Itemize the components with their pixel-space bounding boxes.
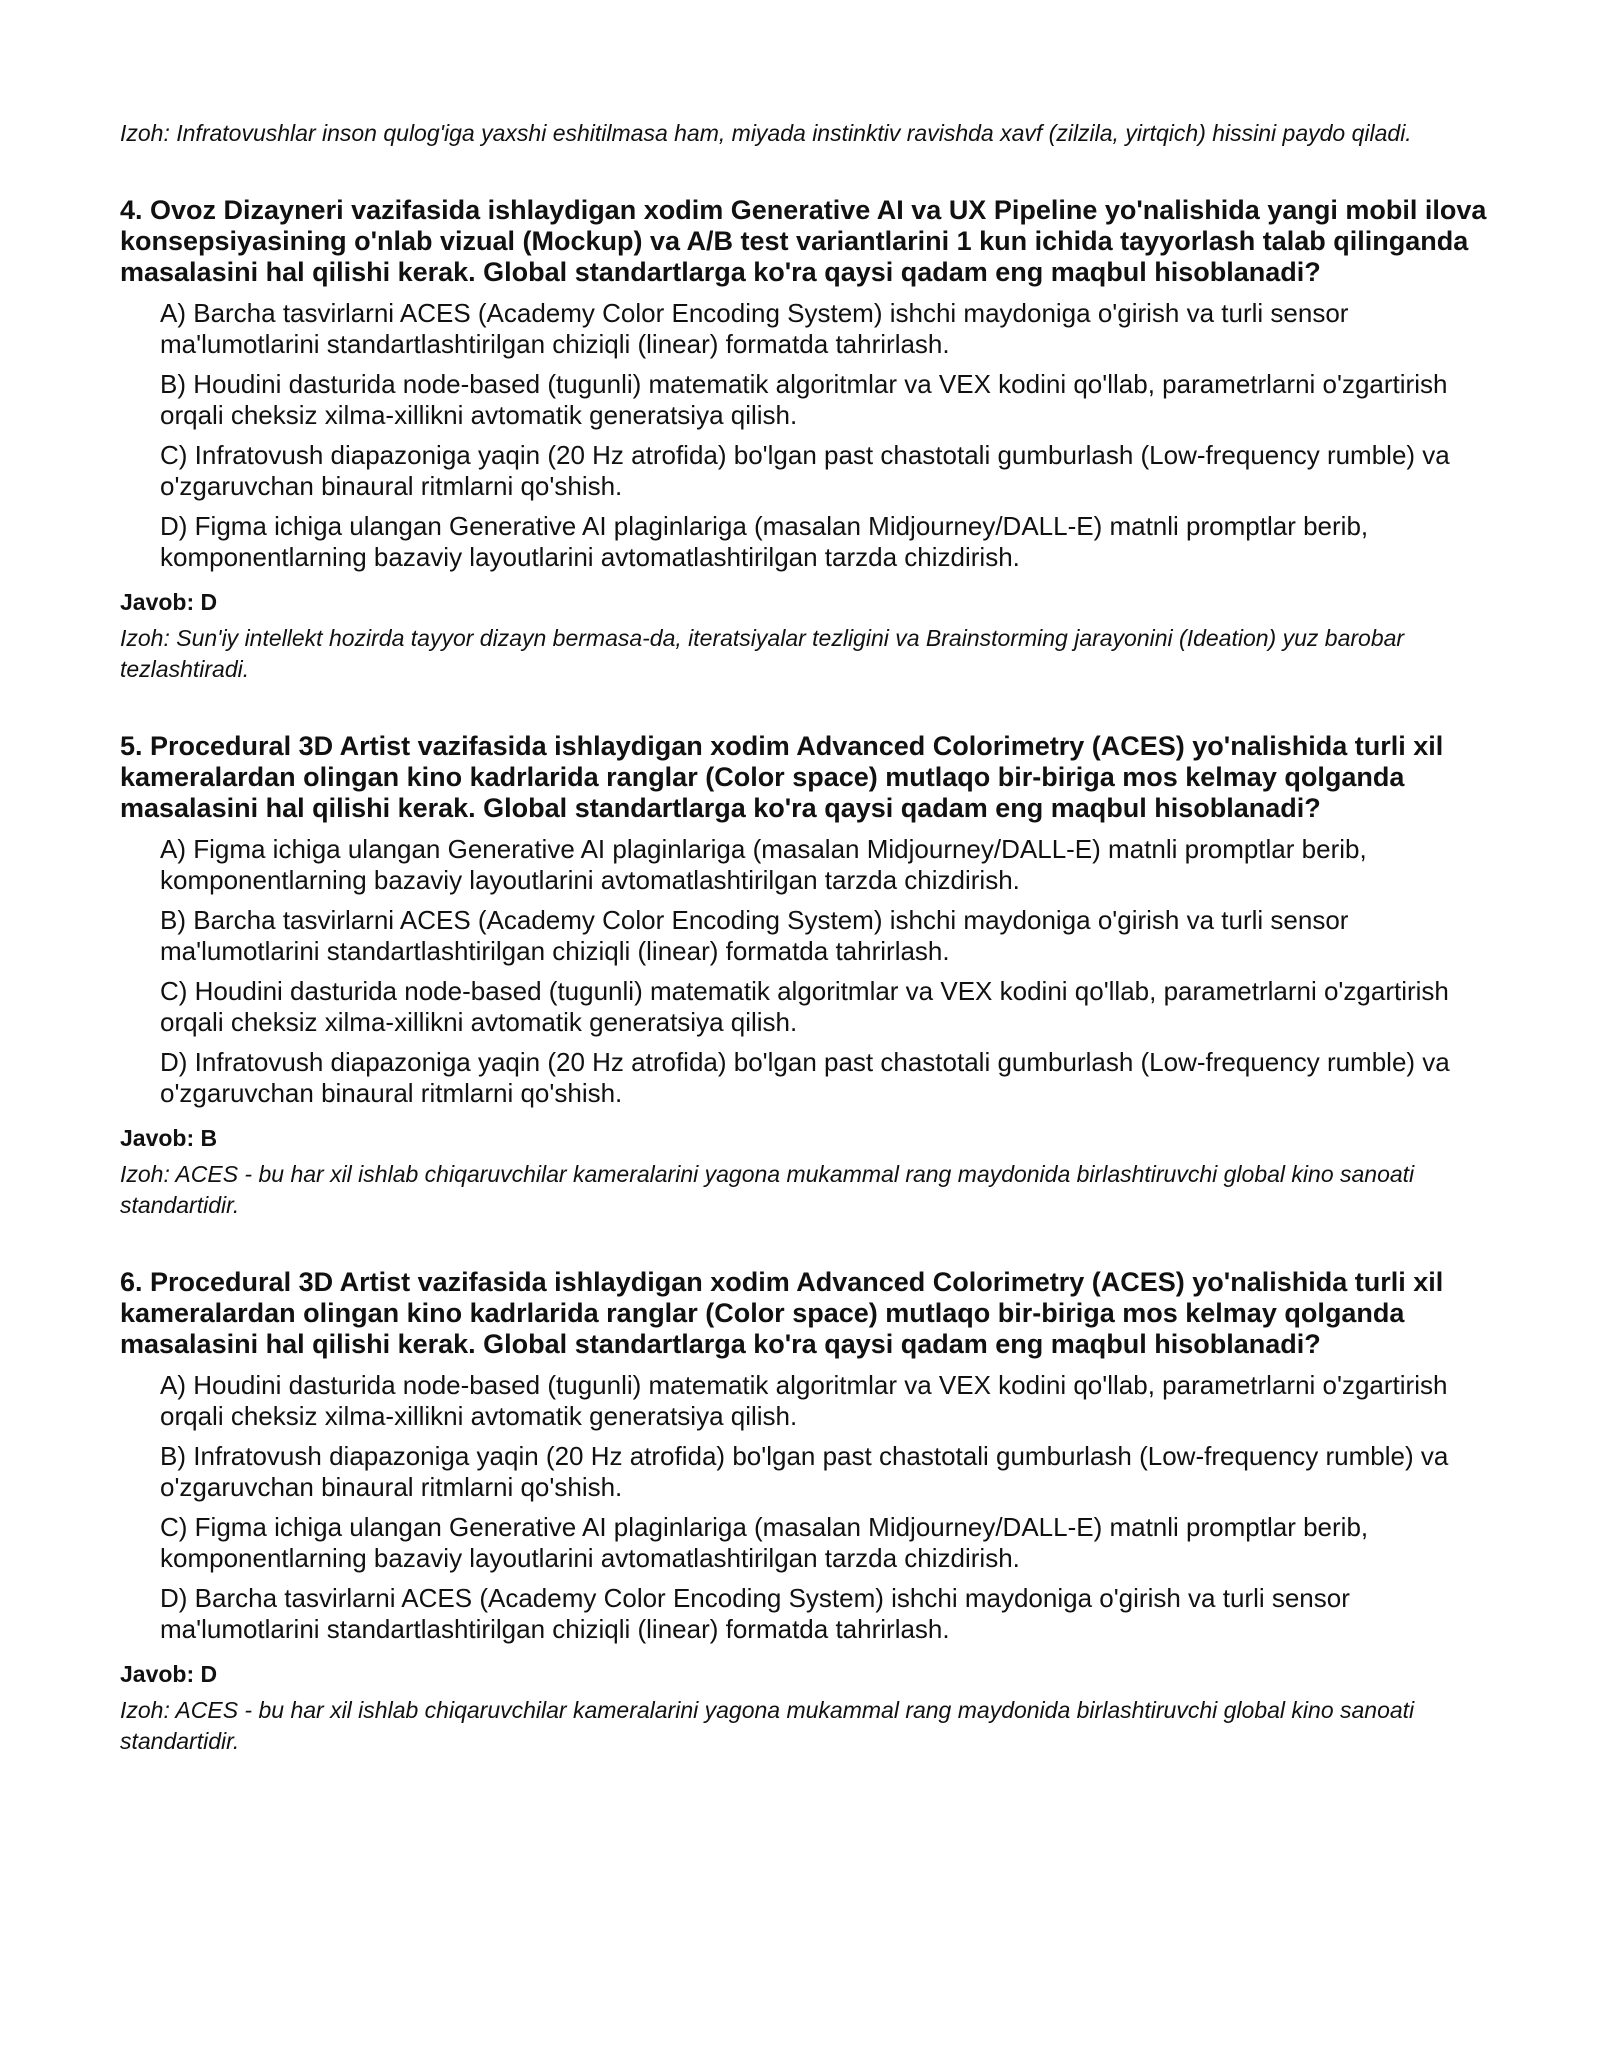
option-c: C) Figma ichiga ulangan Generative AI plaginlariga (masalan Midjourney/DALL-E) matnli promptlar berib, komponentlarning bazaviy layoutlarini avtomatlashtirilgan tarzda chizdirish. (160, 1512, 1369, 1573)
options-list (120, 1370, 1490, 1645)
options-list (120, 834, 1490, 1109)
option-d: D) Infratovush diapazoniga yaqin (20 Hz atrofida) bo'lgan past chastotali gumburlash (Low-frequency rumble) va o'zgaruvchan binaural ritmlarni qo'shish. (160, 1047, 1450, 1108)
answer-label: Javob: D (120, 589, 218, 615)
question-text: 4. Ovoz Dizayneri vazifasida ishlaydigan xodim Generative AI va UX Pipeline yo'nalishida yangi mobil ilova konsepsiyasining o'nlab vizual (Mockup) va A/B test variantlarini 1 kun ichida tayyorlash talab qilinganda masalasini hal qilishi kerak. Global standartlarga ko'ra qaysi qadam eng maqbul hisoblanadi? (120, 195, 1487, 287)
question-block-4 (120, 195, 1490, 685)
option-a: A) Barcha tasvirlarni ACES (Academy Color Encoding System) ishchi maydoniga o'girish va turli sensor ma'lumotlarini standartlashtirilgan chiziqli (linear) formatda tahrirlash. (160, 298, 1349, 359)
option-c: C) Houdini dasturida node-based (tugunli) matematik algoritmlar va VEX kodini qo'llab, parametrlarni o'zgartirish orqali cheksiz xilma-xillikni avtomatik generatsiya qilish. (160, 976, 1449, 1037)
question-block-6 (120, 1267, 1490, 1757)
explanation-note: Izoh: Sun'iy intellekt hozirda tayyor dizayn bermasa-da, iteratsiyalar tezligini va Brainstorming jarayonini (Ideation) yuz barobar tezlashtiradi. (120, 625, 1405, 682)
document-page (120, 118, 1490, 1757)
option-a: A) Figma ichiga ulangan Generative AI plaginlariga (masalan Midjourney/DALL-E) matnli promptlar berib, komponentlarning bazaviy layoutlarini avtomatlashtirilgan tarzda chizdirish. (160, 834, 1367, 895)
question-text: 5. Procedural 3D Artist vazifasida ishlaydigan xodim Advanced Colorimetry (ACES) yo'nalishida turli xil kameralardan olingan kino kadrlarida ranglar (Color space) mutlaqo bir-biriga mos kelmay qolganda masalasini hal qilishi kerak. Global standartlarga ko'ra qaysi qadam eng maqbul hisoblanadi? (120, 731, 1444, 823)
intro-note: Izoh: Infratovushlar inson qulog'iga yaxshi eshitilmasa ham, miyada instinktiv ravishda xavf (zilzila, yirtqich) hissini paydo qiladi. (120, 120, 1412, 146)
option-b: B) Infratovush diapazoniga yaqin (20 Hz atrofida) bo'lgan past chastotali gumburlash (Low-frequency rumble) va o'zgaruvchan binaural ritmlarni qo'shish. (160, 1441, 1449, 1502)
option-c: C) Infratovush diapazoniga yaqin (20 Hz atrofida) bo'lgan past chastotali gumburlash (Low-frequency rumble) va o'zgaruvchan binaural ritmlarni qo'shish. (160, 440, 1450, 501)
option-b: B) Houdini dasturida node-based (tugunli) matematik algoritmlar va VEX kodini qo'llab, parametrlarni o'zgartirish orqali cheksiz xilma-xillikni avtomatik generatsiya qilish. (160, 369, 1448, 430)
option-a: A) Houdini dasturida node-based (tugunli) matematik algoritmlar va VEX kodini qo'llab, parametrlarni o'zgartirish orqali cheksiz xilma-xillikni avtomatik generatsiya qilish. (160, 1370, 1448, 1431)
option-d: D) Figma ichiga ulangan Generative AI plaginlariga (masalan Midjourney/DALL-E) matnli promptlar berib, komponentlarning bazaviy layoutlarini avtomatlashtirilgan tarzda chizdirish. (160, 511, 1369, 572)
question-block-5 (120, 731, 1490, 1221)
question-text: 6. Procedural 3D Artist vazifasida ishlaydigan xodim Advanced Colorimetry (ACES) yo'nalishida turli xil kameralardan olingan kino kadrlarida ranglar (Color space) mutlaqo bir-biriga mos kelmay qolganda masalasini hal qilishi kerak. Global standartlarga ko'ra qaysi qadam eng maqbul hisoblanadi? (120, 1267, 1444, 1359)
option-d: D) Barcha tasvirlarni ACES (Academy Color Encoding System) ishchi maydoniga o'girish va turli sensor ma'lumotlarini standartlashtirilgan chiziqli (linear) formatda tahrirlash. (160, 1583, 1350, 1644)
explanation-note: Izoh: ACES - bu har xil ishlab chiqaruvchilar kameralarini yagona mukammal rang maydonida birlashtiruvchi global kino sanoati standartidir. (120, 1161, 1415, 1218)
answer-label: Javob: B (120, 1125, 218, 1151)
option-b: B) Barcha tasvirlarni ACES (Academy Color Encoding System) ishchi maydoniga o'girish va turli sensor ma'lumotlarini standartlashtirilgan chiziqli (linear) formatda tahrirlash. (160, 905, 1349, 966)
explanation-note: Izoh: ACES - bu har xil ishlab chiqaruvchilar kameralarini yagona mukammal rang maydonida birlashtiruvchi global kino sanoati standartidir. (120, 1697, 1415, 1754)
answer-label: Javob: D (120, 1661, 218, 1687)
options-list (120, 298, 1490, 573)
